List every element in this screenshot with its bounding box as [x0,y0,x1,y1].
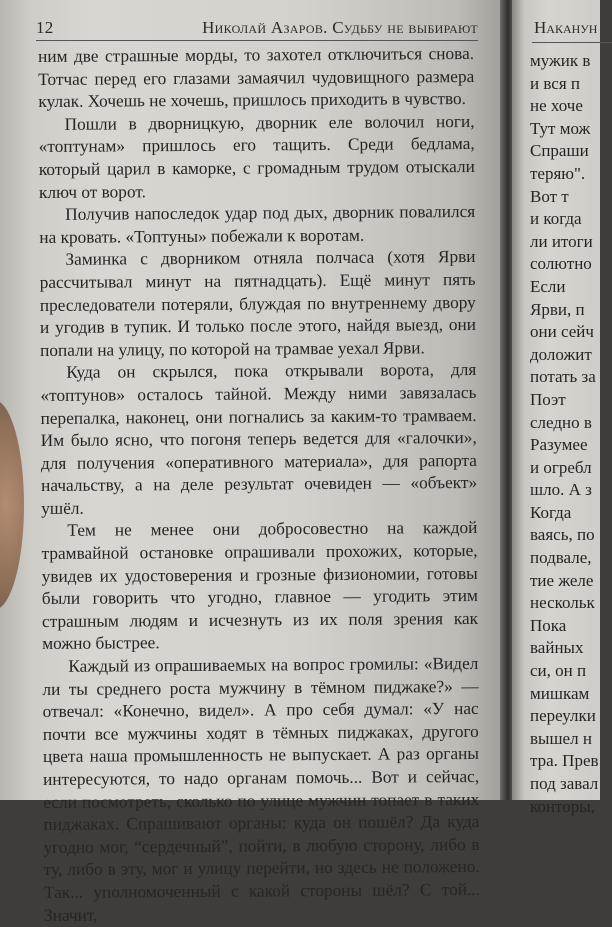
right-page-line: Спраши [530,141,589,161]
right-page-line: и огребл [530,457,592,477]
right-page-line: вайных [530,638,584,658]
page-header [36,14,478,40]
right-page-line: следно в [530,412,592,432]
right-page-line: ваясь, по [530,525,595,545]
paragraph: Куда он скрылся, пока открывали ворота, для «топтунов» осталось тайной. Между ними завязалась перепалка, наконец, они погнались за каким-то трамваем. Им было ясно, что погоня теперь ведется для «галочки», для получения «оперативного материала», для рапорта начальству, а на деле результат очевиден — «объект» ушёл. [40,360,478,518]
right-page-line: Вот т [530,186,569,206]
right-page-line: потать за [530,367,596,387]
right-page-line: тра. Прев [530,751,599,771]
right-book-page [512,0,600,816]
right-page-line: мишкам [530,683,590,703]
right-page-line: под завал [530,774,599,793]
right-page-line: Пока [530,615,567,635]
right-page-line: Если [530,276,566,296]
paragraph: Заминка с дворником отняла полчаса (хотя Ярви рассчитывал минут на пятнадцать). Ещё минут пять преследователи потеряли, блуждая по внутреннему двору и угодив в тупик. И только после этого, найдя выезд, они попали на улицу, по которой на трамвае уехал Ярви. [39,247,477,360]
right-page-line: Тут мож [530,118,591,138]
right-page-line: мужик в [530,51,591,70]
right-page-line: переулки [530,706,596,726]
right-page-line: теряю". [530,163,586,183]
right-page-line: вышел н [530,728,592,748]
right-page-line: подвале, [530,548,592,568]
right-page-line: не хоче [530,96,583,116]
right-page-line: и вся п [530,73,580,93]
right-running-head: Наканун [534,18,598,37]
right-page-line: Разумее [530,435,588,455]
right-page-text [530,50,599,818]
page-number: 12 [36,18,54,37]
right-page-line: они сейч [530,322,594,342]
right-page-line: нескольк [530,593,595,613]
paragraph: Получив напоследок удар под дых, дворник повалился на кровать. «Топтуны» побежали к воротам. [39,202,476,247]
running-head: Николай Азаров. Судьбу не выбирают [202,18,478,37]
header-rule [36,40,478,41]
right-page-line: Когда [530,502,572,522]
right-page-line: шло. А з [530,480,592,500]
right-page-line: солютно [530,254,592,274]
body-text [38,43,480,927]
right-page-line: Ярви, п [530,299,585,319]
right-page-line: доложит [530,344,592,364]
thumb-over-page [0,400,24,610]
right-page-line: Поэт [530,389,566,409]
right-page-line: ли итоги [530,231,593,251]
right-page-line: и когда [530,209,582,229]
paragraph: Пошли в дворницкую, дворник еле волочил ноги, «топтунам» пришлось его тащить. Среди бедлама, который царил в каморке, с громадным трудом отыскали ключ от ворот. [38,111,475,202]
right-page-line: конторы, [530,796,595,816]
paragraph: Каждый из опрашиваемых на вопрос громилы: «Видел ли ты среднего роста мужчину в тёмном пиджаке?» — отвечал: «Конечно, видел». А про себя думал: «У нас почти все мужчины ходят в тёмных пиджаках, другого цвета наша промышленность не выпускает. А раз органы интересуются, то надо органам помочь... Вот и сейчас, если посмотреть, сколько по улице мужчин топает в таких пиджаках. Спрашивают органы: куда он пошёл? Да куда угодно мог, “сердечный”, пойти, в любую сторону, либо в ту, либо в эту, мог и улицу перейти, но здесь не положено. Так... уполномоченный с какой стороны шёл? С той... Значит, [42,653,480,925]
right-page-line: си, он п [530,661,587,681]
paragraph: Тем не менее они добросовестно на каждой трамвайной остановке опрашивали прохожих, которые, увидев их удостоверения и грозные физиономии, готовы были говорить что угодно, главное — угодить этим страшным людям и исчезнуть из их поля зрения как можно быстрее. [41,518,479,654]
right-page-line: тие желе [530,570,594,590]
paragraph: ним две страшные морды, то захотел отключиться снова. Тотчас перед его глазами замаячил чудовищного размера кулак. Хочешь не хочешь, пришлось приходить в чувство. [38,43,475,112]
right-header-rule [532,42,612,43]
